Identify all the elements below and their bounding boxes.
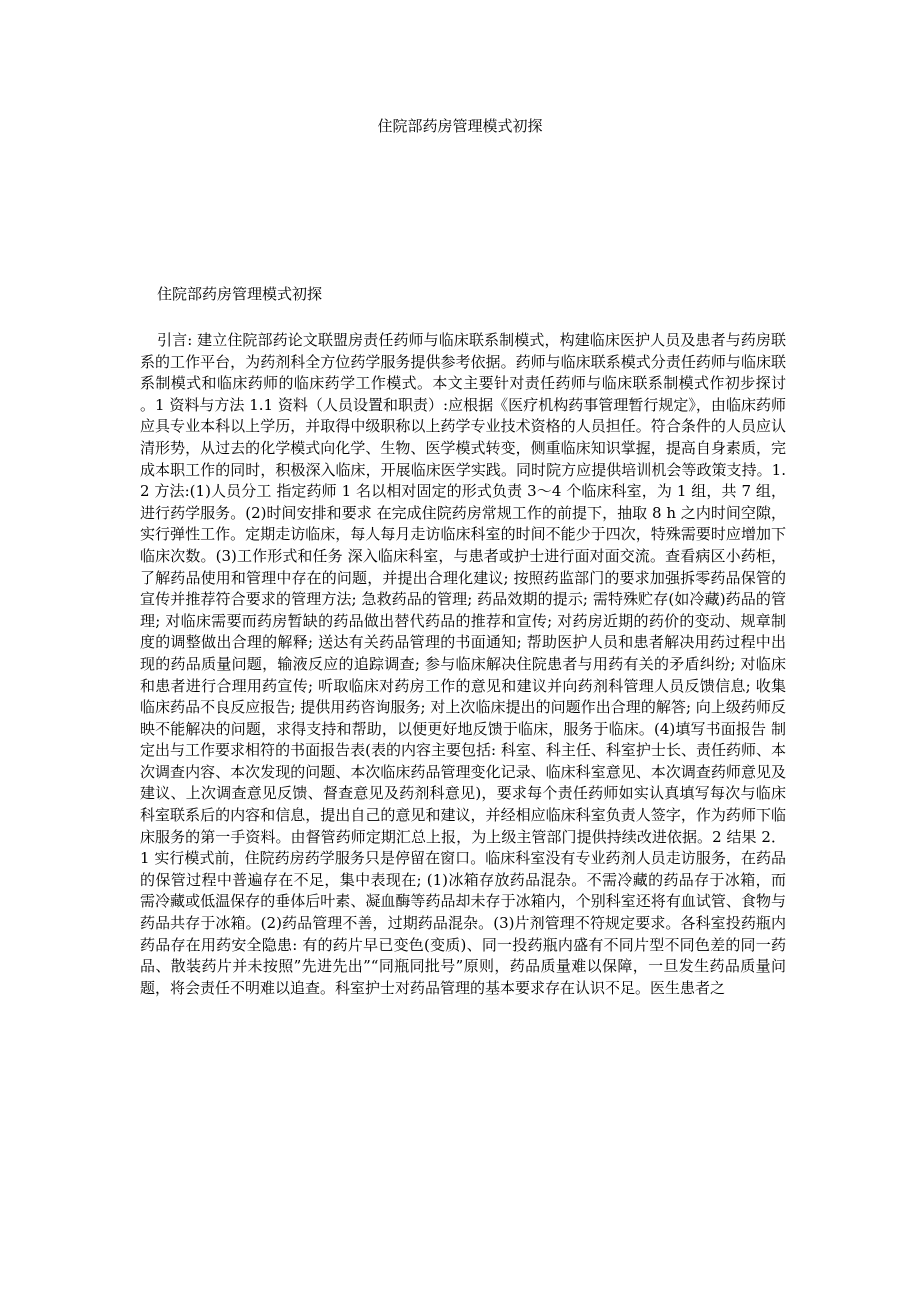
document-title: 住院部药房管理模式初探: [377, 117, 543, 135]
body-paragraph: 引言: 建立住院部药论文联盟房责任药师与临床联系制模式，构建临床医护人员及患者与药房联系的工作平台，为药剂科全方位药学服务提供参考依据。药师与临床联系模式分责任药师与临床联系制模式和临床药师的临床药学工作模式。本文主要针对责任药师与临床联系制模式作初步探讨 。1 资料与方法 1.1 资料（人员设置和职责）:应根据《医疗机构药事管理暂行规定》，由临床药师应具专业本科以上学历，并取得中级职称以上药学专业技术资格的人员担任。符合条件的人员应认清形势，从过去的化学模式向化学、生物、医学模式转变，侧重临床知识掌握，提高自身素质，完成本职工作的同时，积极深入临床，开展临床医学实践。同时院方应提供培训机会等政策支持。1.2 方法:(1)人员分工 指定药师 1 名以相对固定的形式负责 3～4 个临床科室，为 1 组，共 7 组，进行药学服务。(2)时间安排和要求 在完成住院药房常规工作的前提下，抽取 8 h 之内时间空隙，实行弹性工作。定期走访临床，每人每月走访临床科室的时间不能少于四次，特殊需要时应增加下临床次数。(3)工作形式和任务 深入临床科室，与患者或护士进行面对面交流。查看病区小药柜，了解药品使用和管理中存在的问题，并提出合理化建议; 按照药监部门的要求加强拆零药品保管的宣传并推荐符合要求的管理方法; 急救药品的管理; 药品效期的提示; 需特殊贮存(如冷藏)药品的管理; 对临床需要而药房暂缺的药品做出替代药品的推荐和宣传; 对药房近期的药价的变动、规章制度的调整做出合理的解释; 送达有关药品管理的书面通知; 帮助医护人员和患者解决用药过程中出现的药品质量问题，输液反应的追踪调查; 参与临床解决住院患者与用药有关的矛盾纠纷; 对临床和患者进行合理用药宣传; 听取临床对药房工作的意见和建议并向药剂科管理人员反馈信息; 收集临床药品不良反应报告; 提供用药咨询服务; 对上次临床提出的问题作出合理的解答; 向上级药师反映不能解决的问题，求得支持和帮助，以便更好地反馈于临床，服务于临床。(4)填写书面报告 制定出与工作要求相符的书面报告表(表的内容主要包括: 科室、科主任、科室护士长、责任药师、本次调查内容、本次发现的问题、本次临床药品管理变化记录、临床科室意见、本次调查药师意见及建议、上次调查意见反馈、督查意见及药剂科意见)，要求每个责任药师如实认真填写每次与临床科室联系后的内容和信息，提出自己的意见和建议，并经相应临床科室负责人签字，作为药师下临床服务的第一手资料。由督管药师定期汇总上报，为上级主管部门提供持续改进依据。2 结果 2．1 实行模式前，住院药房药学服务只是停留在窗口。临床科室没有专业药剂人员走访服务，在药品的保管过程中普遍存在不足，集中表现在; (1)冰箱存放药品混杂。不需冷藏的药品存于冰箱，而需冷藏或低温保存的垂体后叶素、凝血酶等药品却未存于冰箱内，个别科室还将有血试管、食物与药品共存于冰箱。(2)药品管理不善，过期药品混杂。(3)片剂管理不符规定要求。各科室投药瓶内药品存在用药安全隐患: 有的药片早已变色(变质)、同一投药瓶内盛有不同片型不同色差的同一药品、散装药片并未按照”先进先出”“同瓶同批号”原则，药品质量难以保障，一旦发生药品质量问题，将会责任不明难以追查。科室护士对药品管理的基本要求存在认识不足。医生患者之: [140, 331, 786, 997]
section-heading: 住院部药房管理模式初探: [157, 285, 323, 303]
